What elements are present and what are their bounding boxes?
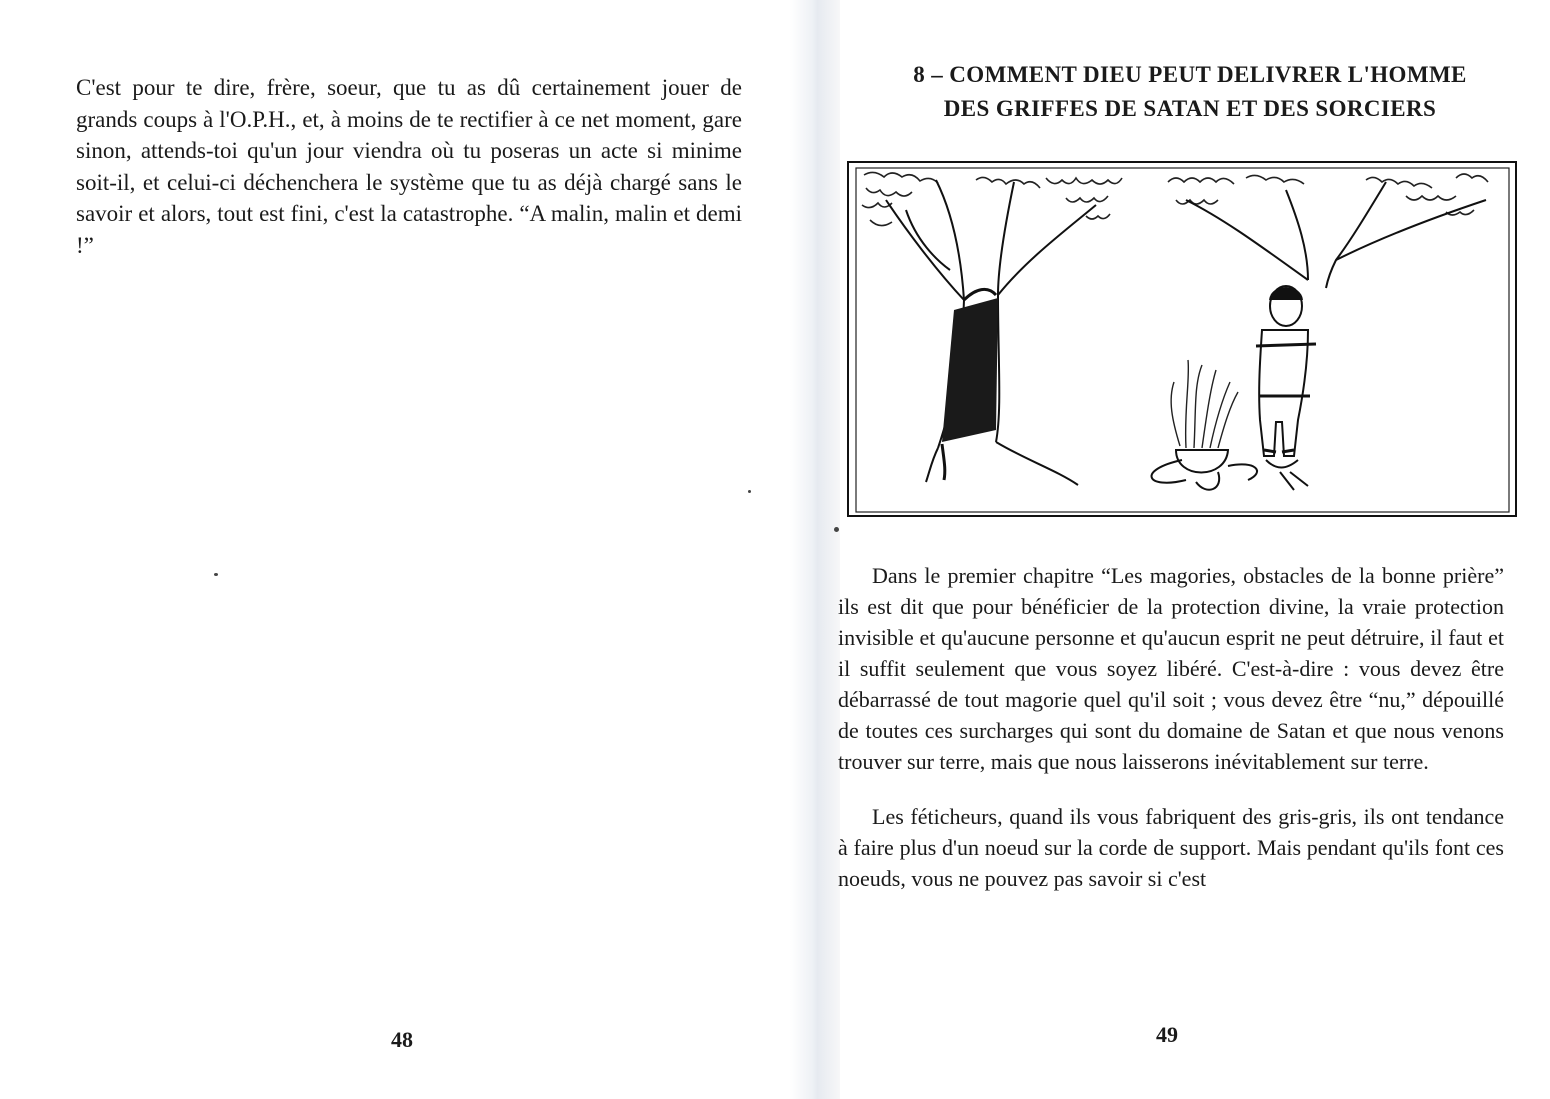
illustration-hanged-man-trees (846, 160, 1518, 518)
left-body-text (76, 72, 742, 261)
chapter-title (850, 58, 1530, 126)
right-paragraph-2: Les féticheurs, quand ils vous fabriquent des gris-gris, ils ont tendance à faire plus d'un noeud sur la corde de support. Mais pendant qu'ils font ces noeuds, vous ne pouvez pas savoir si c'est (838, 804, 1504, 891)
right-body-text (838, 560, 1504, 918)
book-gutter (790, 0, 840, 1099)
print-speck (834, 527, 839, 532)
print-speck (748, 490, 751, 493)
illustration-drawing (846, 160, 1518, 518)
page-number-left: 48 (391, 1027, 413, 1052)
chapter-title-line-1: 8 – COMMENT DIEU PEUT DELIVRER L'HOMME (913, 62, 1467, 87)
left-paragraph: C'est pour te dire, frère, soeur, que tu as dû certainement jouer de grands coups à l'O.P.H., et, à moins de te rectifier à ce net moment, gare sinon, attends-toi qu'un jour viendra où tu poseras un acte si minime soit-il, et celui-ci déchenchera le système que tu as déjà chargé sans le savoir et alors, tout est fini, c'est la catastrophe. “A malin, malin et demi !” (76, 75, 742, 258)
right-paragraph-1: Dans le premier chapitre “Les magories, obstacles de la bonne prière” ils est dit que pour bénéficier de la protection divine, la vraie protection invisible et qu'aucune personne et qu'aucun esprit ne peut détruire, il faut et il suffit seulement que vous soyez libéré. C'est-à-dire : vous devez être débarrassé de tout magorie quel qu'il soit ; vous devez être “nu,” dépouillé de toutes ces surcharges qui sont du domaine de Satan et que nous venons trouver sur terre, mais que nous laisserons inévitablement sur terre. (838, 563, 1504, 774)
chapter-title-line-2: DES GRIFFES DE SATAN ET DES SORCIERS (943, 96, 1437, 121)
print-speck (214, 573, 218, 576)
page-number-right: 49 (1156, 1022, 1178, 1047)
